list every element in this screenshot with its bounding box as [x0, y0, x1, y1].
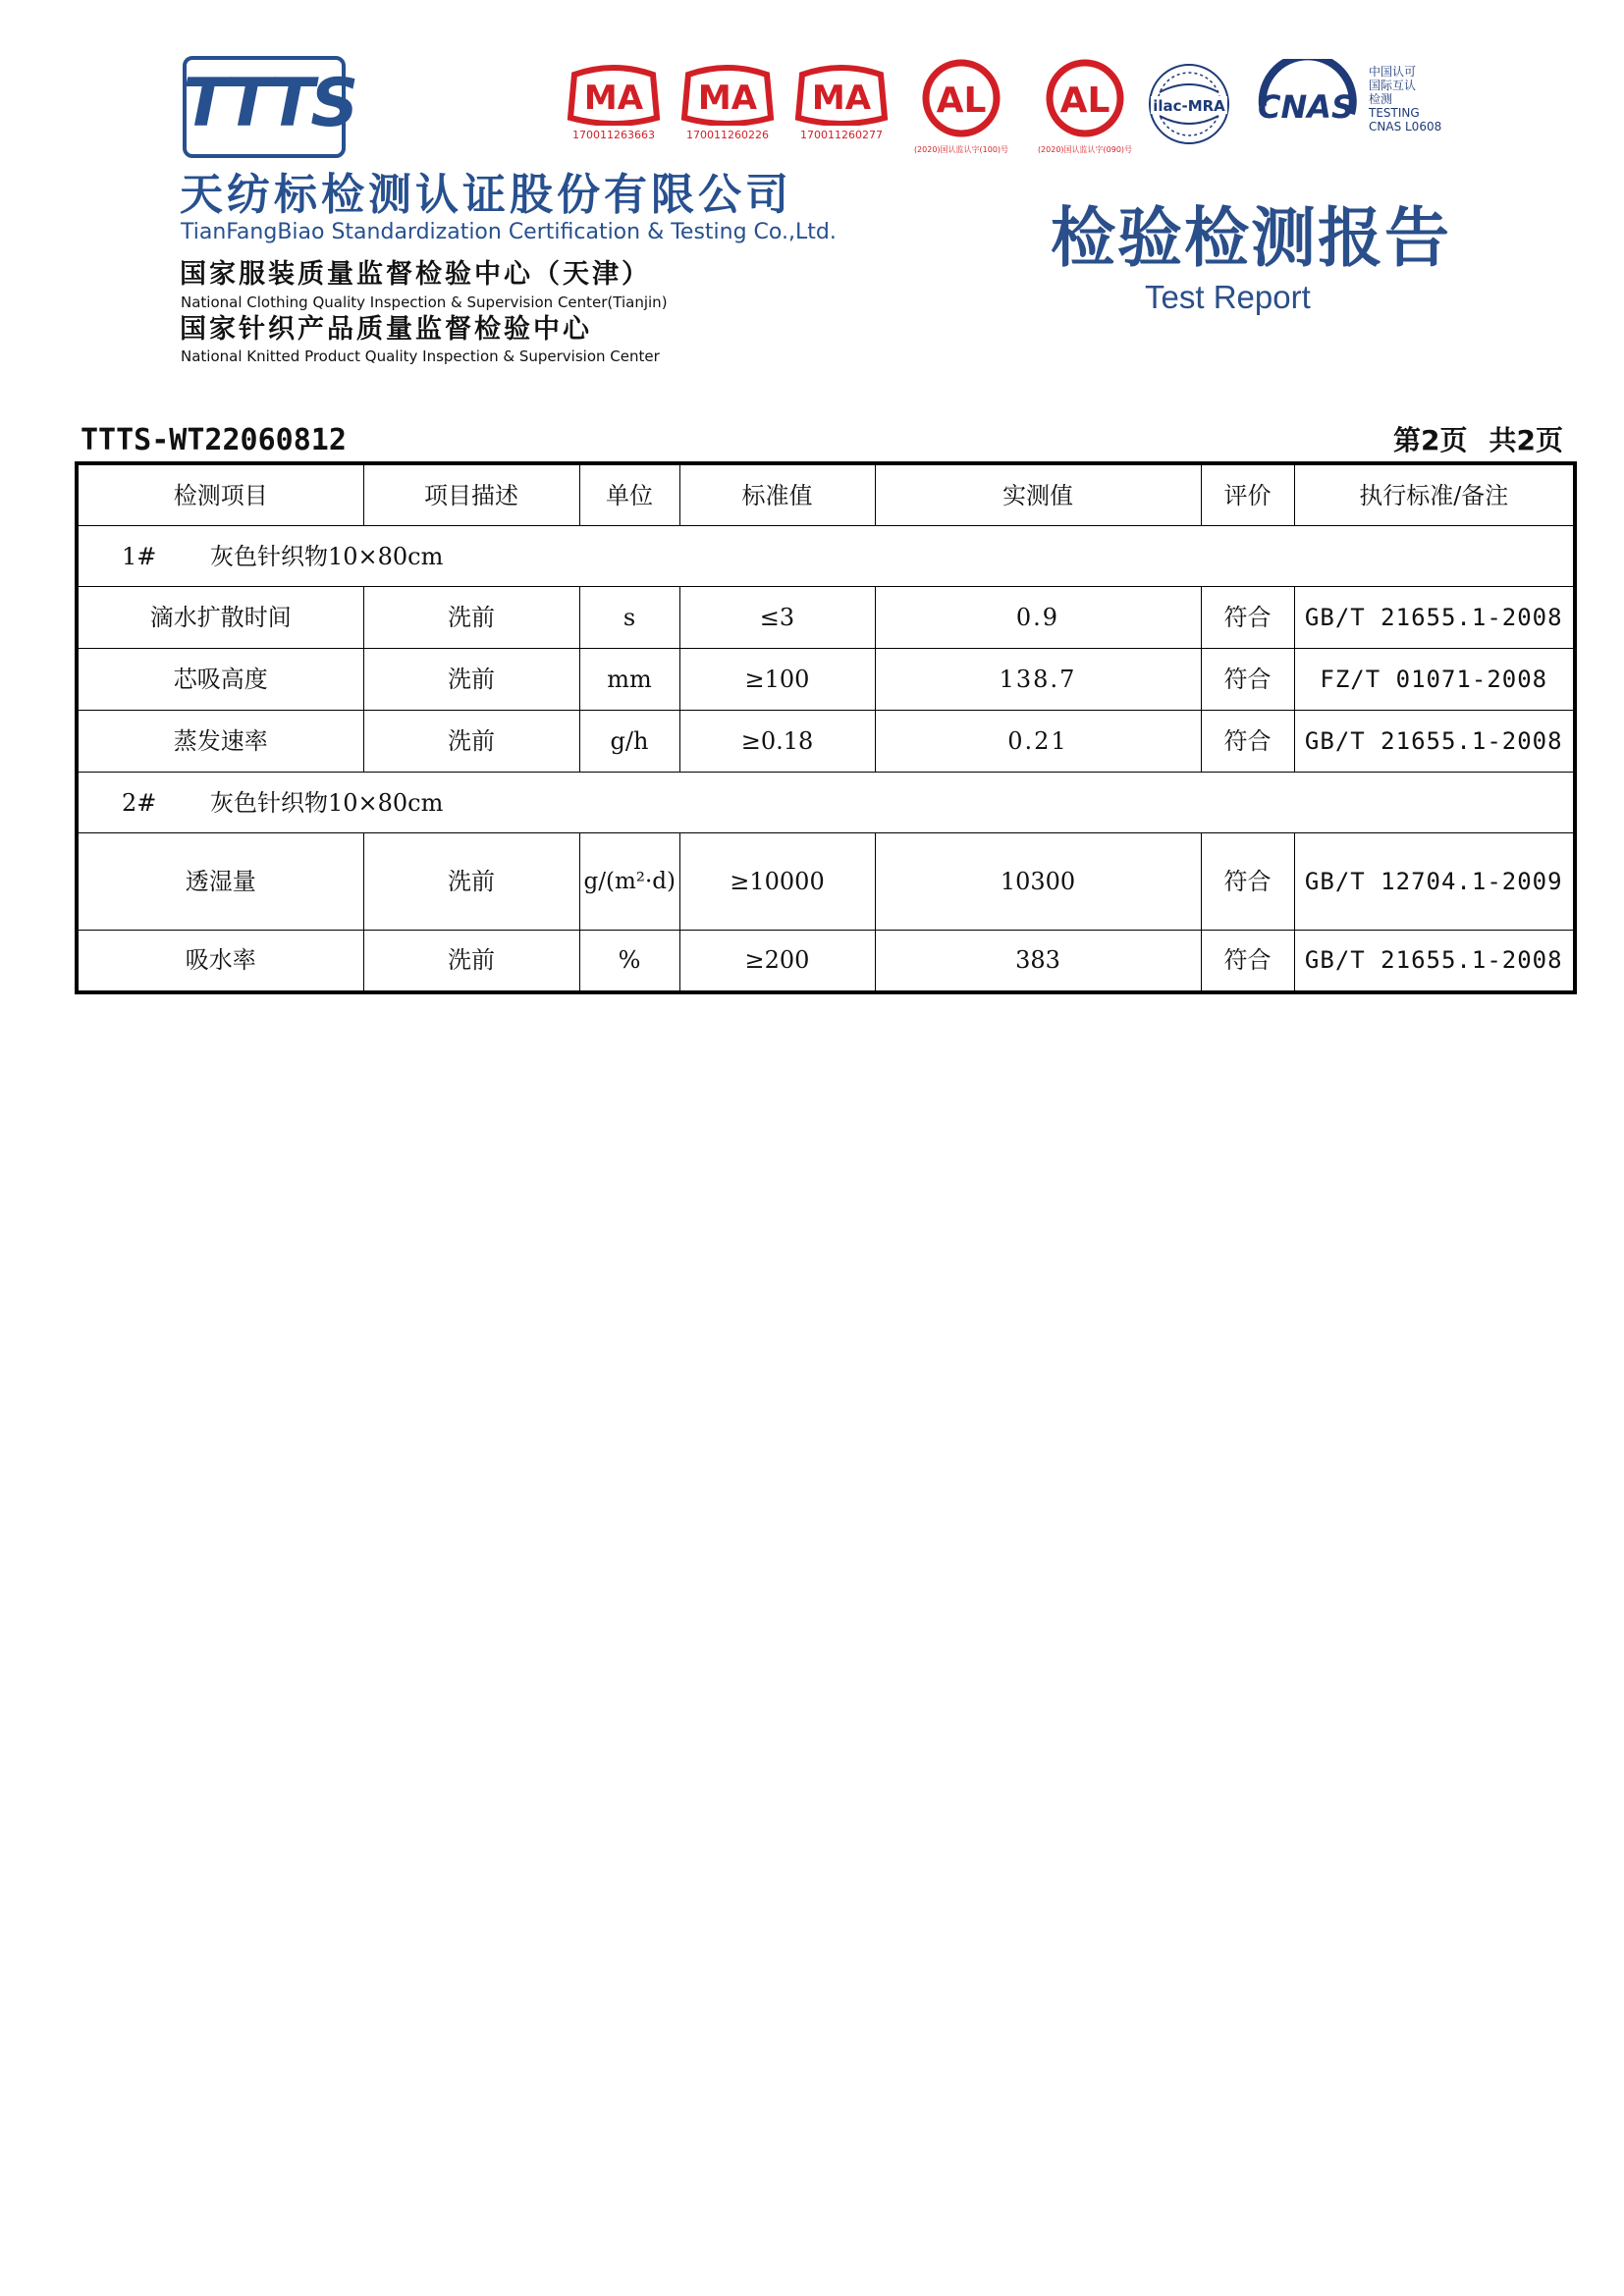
sample-row — [77, 773, 1575, 833]
page-indicator — [1393, 423, 1563, 458]
cal-seal-icon — [920, 57, 1002, 139]
cell-item: 透湿量 — [77, 833, 363, 931]
cell-standard: ≤3 — [679, 587, 875, 649]
cnas-mark — [1249, 59, 1367, 157]
sample-row — [77, 526, 1575, 587]
cell-desc: 洗前 — [363, 833, 579, 931]
cell-method: GB/T 12704.1-2009 — [1294, 833, 1575, 931]
cell-desc: 洗前 — [363, 649, 579, 711]
center-name-cn-2: 国家针织产品质量监督检验中心 — [180, 314, 592, 345]
column-header: 检测项目 — [77, 463, 363, 526]
column-header: 实测值 — [875, 463, 1201, 526]
ilac-mra-mark — [1147, 57, 1231, 157]
cell-standard: ≥100 — [679, 649, 875, 711]
cell-desc: 洗前 — [363, 587, 579, 649]
page-total: 共2页 — [1489, 424, 1563, 456]
cell-measured: 138.7 — [875, 649, 1201, 711]
cell-eval: 符合 — [1201, 833, 1294, 931]
cell-unit: g/h — [579, 711, 679, 773]
cell-standard: ≥10000 — [679, 833, 875, 931]
cma-seal-icon — [567, 65, 661, 126]
sample-number: 2# — [122, 788, 157, 817]
center-name-en-1: National Clothing Quality Inspection & Supervision Center(Tianjin) — [181, 294, 668, 311]
report-title-en: Test Report — [1145, 279, 1311, 315]
company-name-cn: 天纺标检测认证股份有限公司 — [180, 170, 792, 220]
cal-mark-label: AL — [1059, 80, 1110, 121]
page-current: 第2页 — [1393, 424, 1468, 456]
cell-eval: 符合 — [1201, 587, 1294, 649]
cell-method: GB/T 21655.1-2008 — [1294, 711, 1575, 773]
cell-eval: 符合 — [1201, 711, 1294, 773]
cal-number: (2020)国认监认字(090)号 — [1037, 145, 1133, 154]
center-name-cn-1: 国家服装质量监督检验中心（天津） — [180, 259, 651, 290]
cell-method: GB/T 21655.1-2008 — [1294, 587, 1575, 649]
ilac-label: ilac-MRA — [1153, 97, 1225, 115]
cell-eval: 符合 — [1201, 931, 1294, 992]
report-title-cn: 检验检测报告 — [1051, 200, 1451, 276]
column-header: 单位 — [579, 463, 679, 526]
cnas-side-line: TESTING — [1369, 106, 1420, 120]
table-row — [77, 587, 1575, 649]
cma-mark-3 — [793, 65, 890, 142]
cma-mark-label: MA — [697, 79, 758, 118]
table-header-row — [77, 463, 1575, 526]
cnas-side-line: 国际互认 — [1369, 79, 1417, 92]
cal-number: (2020)国认监认字(100)号 — [913, 145, 1009, 154]
cnas-label: CNAS — [1257, 88, 1355, 126]
column-header: 执行标准/备注 — [1294, 463, 1575, 526]
cell-item: 滴水扩散时间 — [77, 587, 363, 649]
cell-item: 蒸发速率 — [77, 711, 363, 773]
cma-mark-label: MA — [811, 79, 872, 118]
column-header: 项目描述 — [363, 463, 579, 526]
cma-mark-2 — [679, 65, 776, 142]
table-row — [77, 711, 1575, 773]
cma-mark-label: MA — [583, 79, 644, 118]
cnas-side-line: CNAS L0608 — [1369, 120, 1442, 133]
table-row — [77, 649, 1575, 711]
cma-mark-1 — [566, 65, 662, 142]
cell-method: GB/T 21655.1-2008 — [1294, 931, 1575, 992]
sample-number: 1# — [122, 542, 157, 570]
cma-number: 170011263663 — [572, 129, 655, 141]
column-header: 标准值 — [679, 463, 875, 526]
cnas-side-line: 中国认可 — [1369, 65, 1417, 79]
cell-measured: 10300 — [875, 833, 1201, 931]
cell-item: 芯吸高度 — [77, 649, 363, 711]
cell-measured: 383 — [875, 931, 1201, 992]
cell-unit: % — [579, 931, 679, 992]
cma-seal-icon — [794, 65, 889, 126]
column-header: 评价 — [1201, 463, 1294, 526]
cnas-side-line: 检测 — [1369, 92, 1393, 106]
cell-unit: g/(m²·d) — [579, 833, 679, 931]
ilac-globe-icon — [1147, 57, 1231, 153]
cell-standard: ≥200 — [679, 931, 875, 992]
company-logo-text: TTTS — [183, 65, 355, 142]
cal-mark-1 — [907, 57, 1015, 155]
cell-desc: 洗前 — [363, 931, 579, 992]
cma-number: 170011260277 — [800, 129, 883, 141]
cell-unit: s — [579, 587, 679, 649]
cal-mark-2 — [1031, 57, 1139, 155]
company-name-en: TianFangBiao Standardization Certification & Testing Co.,Ltd. — [181, 220, 837, 244]
cell-item: 吸水率 — [77, 931, 363, 992]
cma-seal-icon — [680, 65, 775, 126]
cell-measured: 0.9 — [875, 587, 1201, 649]
sample-cell — [77, 526, 1575, 587]
results-table — [75, 461, 1577, 994]
cell-method: FZ/T 01071-2008 — [1294, 649, 1575, 711]
cell-standard: ≥0.18 — [679, 711, 875, 773]
cal-seal-icon — [1044, 57, 1126, 139]
cnas-logo-icon — [1249, 59, 1367, 153]
table-row — [77, 833, 1575, 931]
report-number: TTTS-WT22060812 — [81, 423, 347, 457]
cma-number: 170011260226 — [686, 129, 769, 141]
table-row — [77, 931, 1575, 992]
cell-eval: 符合 — [1201, 649, 1294, 711]
center-name-en-2: National Knitted Product Quality Inspection & Supervision Center — [181, 347, 660, 365]
sample-cell — [77, 773, 1575, 833]
cnas-side-text — [1369, 65, 1441, 133]
sample-description: 灰色针织物10×80cm — [210, 542, 444, 570]
cell-unit: mm — [579, 649, 679, 711]
sample-description: 灰色针织物10×80cm — [210, 788, 444, 817]
cal-mark-label: AL — [936, 80, 987, 121]
cell-measured: 0.21 — [875, 711, 1201, 773]
cell-desc: 洗前 — [363, 711, 579, 773]
